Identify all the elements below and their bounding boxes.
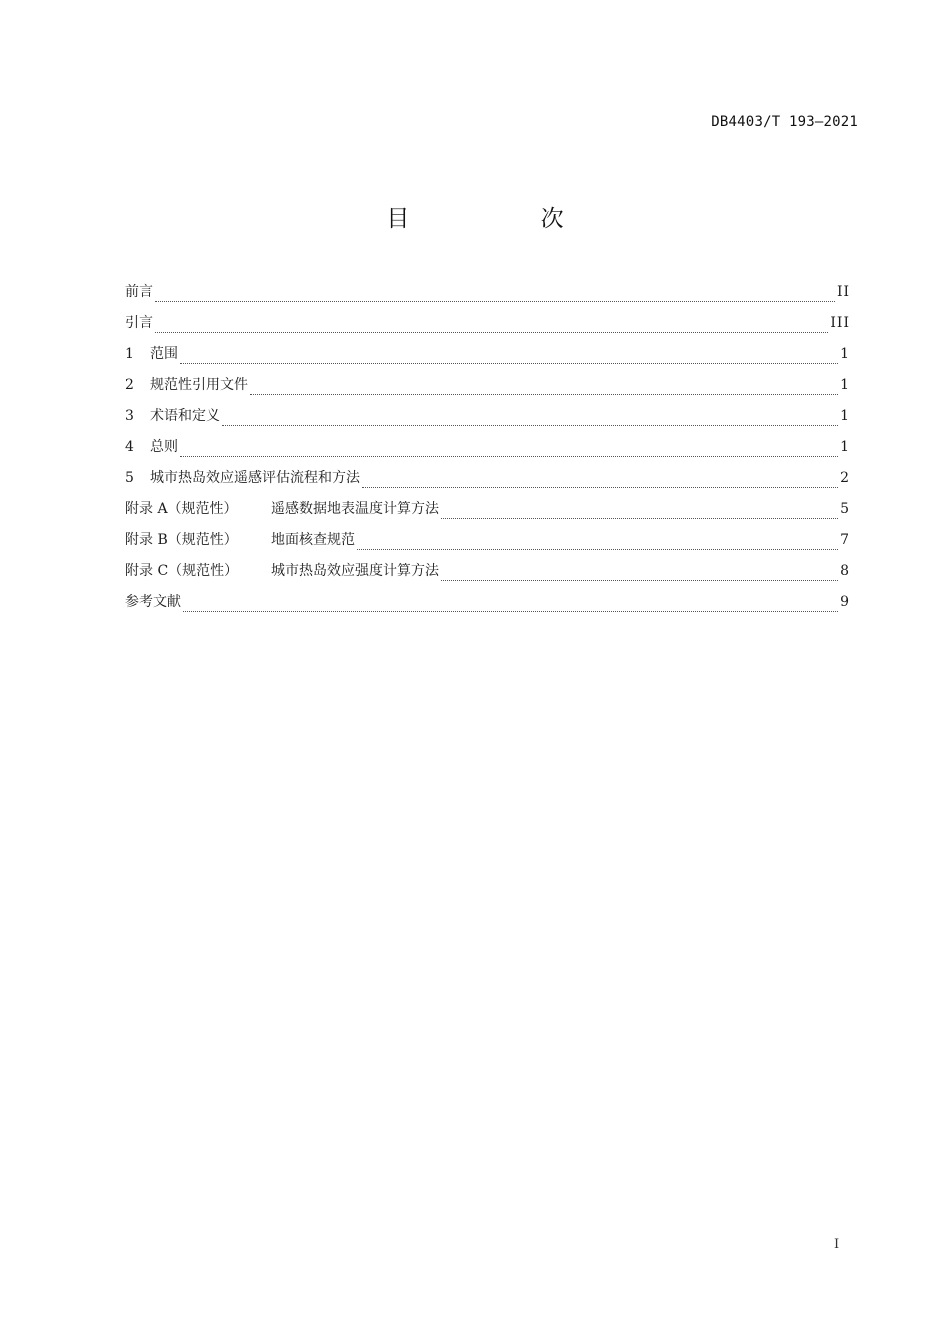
toc-entry-page: 9: [840, 594, 850, 610]
toc-entry-page: 7: [840, 532, 850, 548]
toc-entry-label: 引言: [125, 315, 153, 331]
toc-entry-page: 5: [840, 501, 850, 517]
toc-entry-label: 范围: [150, 346, 178, 362]
toc-entry-label: 遥感数据地表温度计算方法: [271, 501, 439, 517]
toc-entry-assessment-process[interactable]: [125, 467, 850, 498]
toc-entry-page: 8: [840, 563, 850, 579]
toc-title: 目 次: [386, 206, 626, 232]
toc-entry-normative-references[interactable]: [125, 374, 850, 405]
page-number: I: [834, 1237, 840, 1252]
toc-entry-number: 3: [125, 408, 134, 424]
toc-entry-page: II: [836, 284, 850, 300]
standard-code: DB4403/T 193—2021: [711, 114, 858, 130]
toc-entry-label: 术语和定义: [150, 408, 220, 424]
toc-entry-label: 总则: [150, 439, 178, 455]
toc-entry-number: 2: [125, 377, 134, 393]
toc-entry-number: 5: [125, 470, 134, 486]
toc-entry-page: 1: [840, 377, 850, 393]
toc-leader-dots: [155, 322, 828, 333]
toc-leader-dots: [441, 508, 838, 519]
toc-entry-page: 2: [840, 470, 850, 486]
toc-entry-label: 地面核查规范: [271, 532, 355, 548]
toc-entry-label: 城市热岛效应遥感评估流程和方法: [150, 470, 360, 486]
toc-entry-introduction[interactable]: [125, 312, 850, 343]
toc-entry-page: 1: [840, 439, 850, 455]
toc-entry-annex-a[interactable]: [125, 498, 850, 529]
toc-entry-number: 1: [125, 346, 134, 362]
toc-leader-dots: [183, 601, 838, 612]
toc-entry-label: 参考文献: [125, 594, 181, 610]
toc-leader-dots: [357, 539, 838, 550]
toc-entry-label: 城市热岛效应强度计算方法: [271, 563, 439, 579]
toc-entry-label: 前言: [125, 284, 153, 300]
toc-entry-annex-c[interactable]: [125, 560, 850, 591]
toc-leader-dots: [155, 291, 835, 302]
toc-entry-page: III: [830, 315, 850, 331]
toc-entry-annex-prefix: 附录 B（规范性）: [125, 532, 238, 548]
toc-entry-general[interactable]: [125, 436, 850, 467]
toc-entry-terms-definitions[interactable]: [125, 405, 850, 436]
toc-leader-dots: [180, 446, 838, 457]
toc-leader-dots: [250, 384, 838, 395]
toc-entry-label: 规范性引用文件: [150, 377, 248, 393]
toc-entry-page: 1: [840, 346, 850, 362]
toc-leader-dots: [441, 570, 838, 581]
toc-entry-bibliography[interactable]: [125, 591, 850, 622]
toc-entry-annex-prefix: 附录 A（规范性）: [125, 501, 238, 517]
toc-entry-page: 1: [840, 408, 850, 424]
toc-entry-annex-b[interactable]: [125, 529, 850, 560]
toc-entry-number: 4: [125, 439, 134, 455]
toc-leader-dots: [222, 415, 838, 426]
toc-entry-scope[interactable]: [125, 343, 850, 374]
table-of-contents: [125, 281, 850, 622]
toc-entry-annex-prefix: 附录 C（规范性）: [125, 563, 239, 579]
toc-leader-dots: [362, 477, 838, 488]
toc-leader-dots: [180, 353, 838, 364]
toc-entry-foreword[interactable]: [125, 281, 850, 312]
